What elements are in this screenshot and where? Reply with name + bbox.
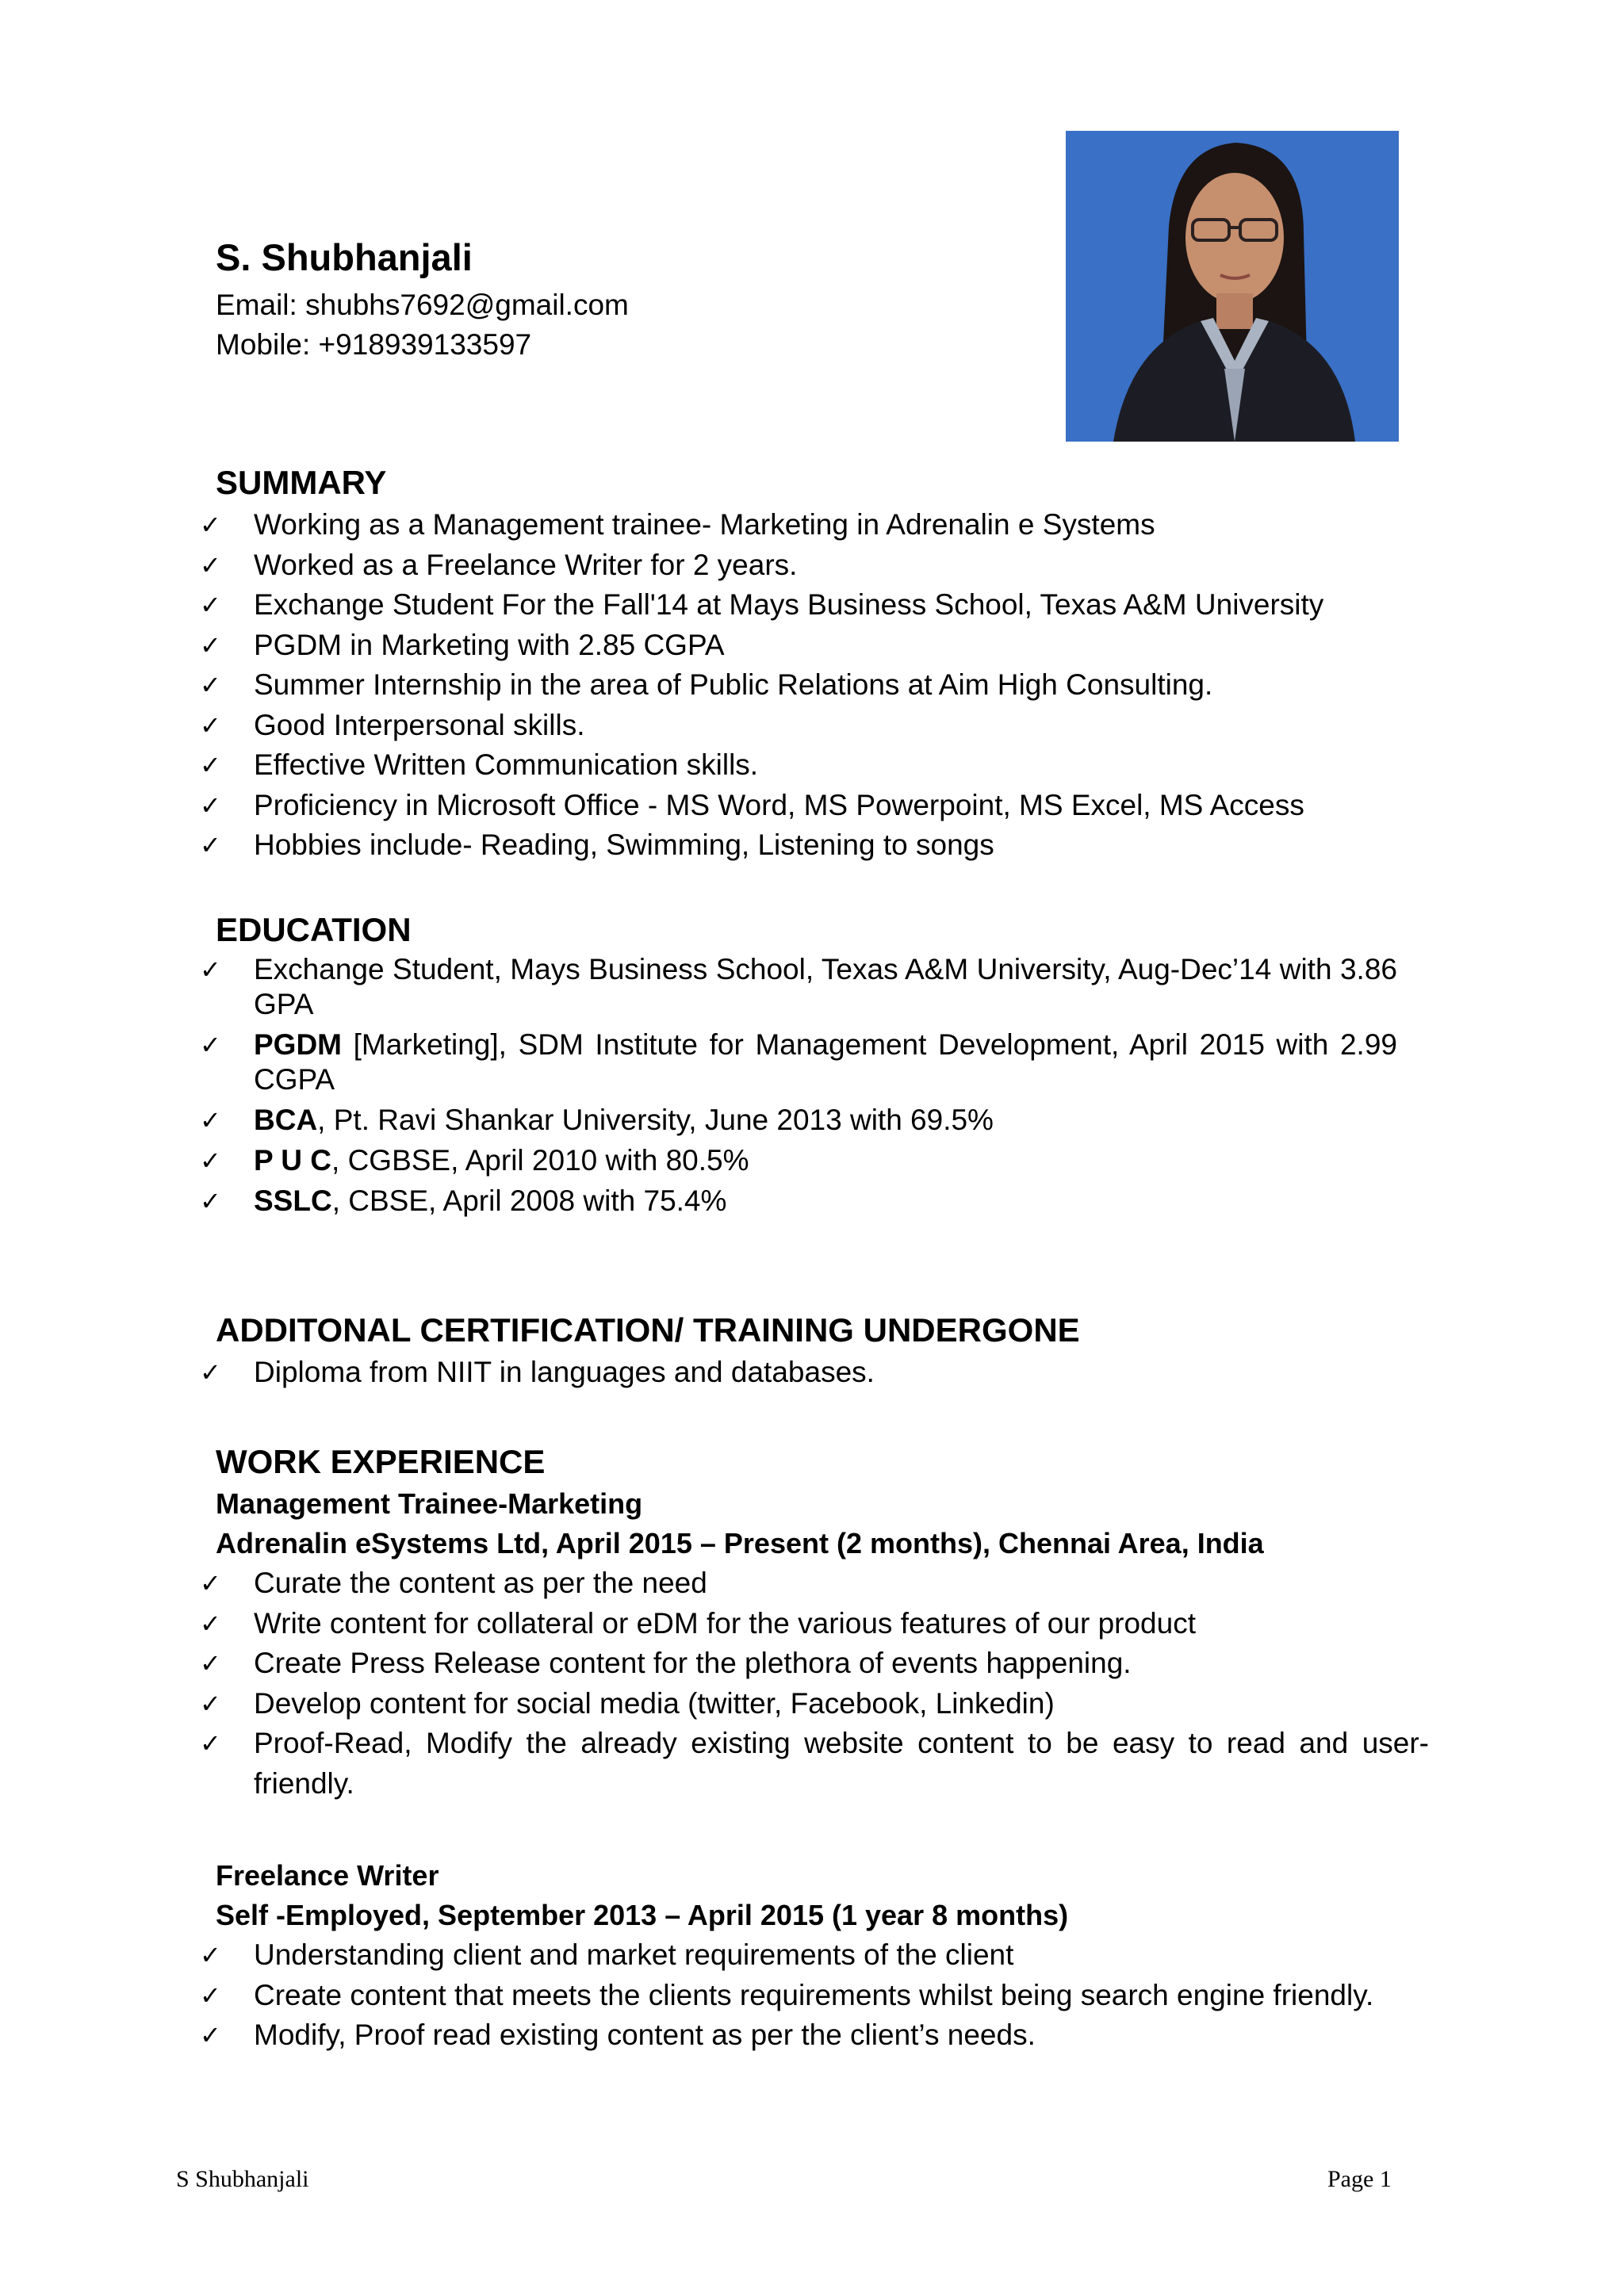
checkmark-icon: ✓ [200, 1728, 221, 1758]
checkmark-icon: ✓ [200, 1186, 221, 1216]
certification-section [200, 1308, 1429, 1393]
checkmark-icon: ✓ [200, 1648, 221, 1678]
list-item: ✓ Curate the content as per the need [216, 1563, 1429, 1604]
portrait-photo [1066, 131, 1399, 442]
checkmark-icon: ✓ [200, 1030, 221, 1060]
checkmark-icon: ✓ [200, 590, 221, 620]
list-item: ✓ Working as a Management trainee- Marketing in Adrenalin e Systems [216, 505, 1429, 545]
list-item: ✓ PGDM [Marketing], SDM Institute for Management Development, April 2015 with 2.99 CGPA [200, 1028, 1397, 1096]
list-item: ✓ SSLC, CBSE, April 2008 with 75.4% [200, 1184, 727, 1217]
list-item: ✓ Understanding client and market requirements of the client [216, 1935, 1429, 1976]
candidate-name: S. Shubhanjali [216, 236, 473, 278]
checkmark-icon: ✓ [200, 629, 221, 660]
checkmark-icon: ✓ [200, 670, 221, 700]
mobile-line: Mobile: +918939133597 [216, 328, 532, 361]
education-list [200, 952, 1397, 1219]
checkmark-icon: ✓ [200, 510, 221, 540]
job-duties-list [200, 1563, 1429, 1804]
checkmark-icon: ✓ [200, 1357, 221, 1387]
list-item: ✓ Proficiency in Microsoft Office - MS Word, MS Powerpoint, MS Excel, MS Access [216, 786, 1429, 826]
list-item: ✓ Exchange Student, Mays Business School, Texas A&M University, Aug-Dec’14 with 3.86 GPA [200, 953, 1397, 1020]
summary-section [200, 461, 1429, 866]
portrait-photo-icon [1066, 131, 1399, 442]
job-role: Freelance Writer [216, 1859, 439, 1892]
list-item: ✓ Summer Internship in the area of Public Relations at Aim High Consulting. [216, 665, 1429, 706]
checkmark-icon: ✓ [200, 750, 221, 780]
summary-list [200, 505, 1429, 866]
education-title: EDUCATION [216, 911, 412, 948]
checkmark-icon: ✓ [200, 1980, 221, 2011]
job-org: Self -Employed, September 2013 – April 2015 (1 year 8 months) [216, 1899, 1069, 1931]
list-item: ✓ Effective Written Communication skills. [216, 745, 1429, 786]
checkmark-icon: ✓ [200, 1568, 221, 1598]
job-role: Management Trainee-Marketing [216, 1487, 643, 1520]
list-item: ✓ Exchange Student For the Fall'14 at Mays Business School, Texas A&M University [216, 585, 1429, 626]
list-item: ✓ Develop content for social media (twitter, Facebook, Linkedin) [216, 1684, 1429, 1724]
job-org: Adrenalin eSystems Ltd, April 2015 – Present (2 months), Chennai Area, India [216, 1527, 1264, 1559]
list-item: ✓ Hobbies include- Reading, Swimming, Listening to songs [216, 825, 1429, 866]
list-item: ✓ Good Interpersonal skills. [216, 706, 1429, 746]
header [216, 230, 629, 365]
list-item: ✓ Create Press Release content for the plethora of events happening. [216, 1644, 1429, 1684]
list-item: ✓ PGDM in Marketing with 2.85 CGPA [216, 626, 1429, 666]
list-item: ✓ Write content for collateral or eDM for the various features of our product [216, 1604, 1429, 1644]
checkmark-icon: ✓ [200, 1105, 221, 1135]
page-number: Page 1 [1327, 2166, 1392, 2192]
job-duties-list [200, 1935, 1429, 2056]
list-item: ✓ Proof-Read, Modify the already existing website content to be easy to read and user-friendly. [216, 1724, 1429, 1804]
checkmark-icon: ✓ [200, 1608, 221, 1639]
list-item: ✓ Worked as a Freelance Writer for 2 years. [216, 545, 1429, 586]
list-item: ✓ Diploma from NIIT in languages and databases. [216, 1353, 1429, 1393]
checkmark-icon: ✓ [200, 1146, 221, 1176]
certification-title: ADDITONAL CERTIFICATION/ TRAINING UNDERGONE [216, 1311, 1080, 1349]
work-section [200, 1440, 1429, 2056]
checkmark-icon: ✓ [200, 955, 221, 985]
certification-list [200, 1353, 1429, 1393]
education-section [200, 908, 1397, 1224]
list-item: ✓ Create content that meets the clients requirements whilst being search engine friendly. [216, 1976, 1429, 2016]
email-line: Email: shubhs7692@gmail.com [216, 289, 629, 321]
checkmark-icon: ✓ [200, 790, 221, 821]
summary-title: SUMMARY [216, 464, 387, 501]
checkmark-icon: ✓ [200, 830, 221, 860]
list-item: ✓ BCA, Pt. Ravi Shankar University, June 2013 with 69.5% [200, 1104, 994, 1136]
checkmark-icon: ✓ [200, 2020, 221, 2050]
checkmark-icon: ✓ [200, 549, 221, 580]
footer-name: S Shubhanjali [176, 2166, 309, 2192]
checkmark-icon: ✓ [200, 710, 221, 740]
work-title: WORK EXPERIENCE [216, 1443, 546, 1480]
checkmark-icon: ✓ [200, 1688, 221, 1719]
list-item: ✓ Modify, Proof read existing content as per the client’s needs. [216, 2015, 1429, 2056]
checkmark-icon: ✓ [200, 1940, 221, 1970]
list-item: ✓ P U C, CGBSE, April 2010 with 80.5% [200, 1144, 749, 1177]
